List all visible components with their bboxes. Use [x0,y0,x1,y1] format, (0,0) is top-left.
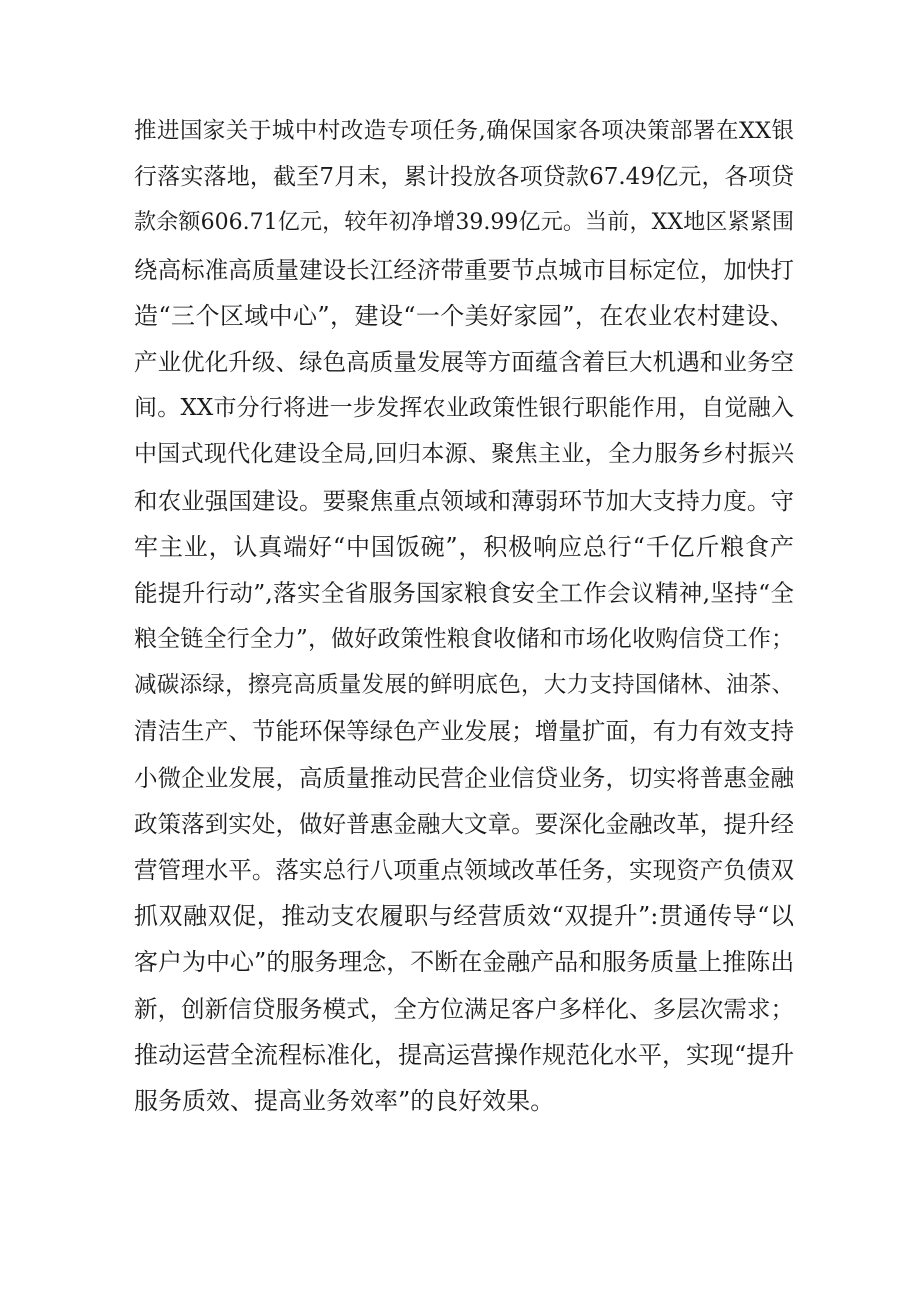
body-paragraph [134,108,794,1124]
text-line: 减碳添绿，擦亮高质量发展的鲜明底色，大力支持国储林、油茶、 [134,672,794,699]
text-line: 推动运营全流程标准化，提高运营操作规范化水平，实现“提升 [134,1040,795,1069]
text-line: 中国式现代化建设全局,回归本源、聚焦主业，全力服务乡村振兴 [134,441,794,468]
text-line: 小微企业发展，高质量推动民营企业信贷业务，切实将普惠金融 [134,763,794,792]
text-line: 新，创新信贷服务模式，全方位满足客户多样化、多层次需求； [134,994,794,1023]
text-line: 造“三个区域中心”，建设“一个美好家园”，在农业农村建设、 [134,301,794,330]
text-line: 客户为中心”的服务理念，不断在金融产品和服务质量上推陈出 [134,948,795,977]
text-line: 行落实落地，截至7月末，累计投放各项贷款67.49亿元，各项贷 [134,164,794,191]
text-line: 和农业强国建设。要聚焦重点领域和薄弱环节加大支持力度。守 [134,486,794,515]
text-line: 间。XX市分行将进一步发挥农业政策性银行职能作用，自觉融入 [134,395,794,422]
text-line: 牢主业，认真端好“中国饭碗”，积极响应总行“千亿斤粮食产 [134,532,794,561]
text-line: 款余额606.71亿元，较年初净增39.99亿元。当前，XX地区紧紧围 [134,210,794,236]
text-line: 营管理水平。落实总行八项重点领域改革任务，实现资产负债双 [134,856,794,884]
text-line: 产业优化升级、绿色高质量发展等方面蕴含着巨大机遇和业务空 [134,347,794,376]
text-line: 清洁生产、节能环保等绿色产业发展；增量扩面，有力有效支持 [134,717,794,746]
text-line: 服务质效、提高业务效率”的良好效果。 [134,1086,555,1115]
text-line: 抓双融双促，推动支农履职与经营质效“双提升”:贯通传导“以 [134,902,794,931]
text-line: 推进国家关于城中村改造专项任务,确保国家各项决策部署在XX银 [134,118,794,144]
text-line: 能提升行动”,落实全省服务国家粮食安全工作会议精神,坚持“全 [134,578,794,607]
text-line: 绕高标准高质量建设长江经济带重要节点城市目标定位，加快打 [134,255,794,284]
text-line: 政策落到实处，做好普惠金融大文章。要深化金融改革，提升经 [134,809,794,838]
text-line: 粮全链全行全力”，做好政策性粮食收储和市场化收购信贷工作； [134,626,794,653]
